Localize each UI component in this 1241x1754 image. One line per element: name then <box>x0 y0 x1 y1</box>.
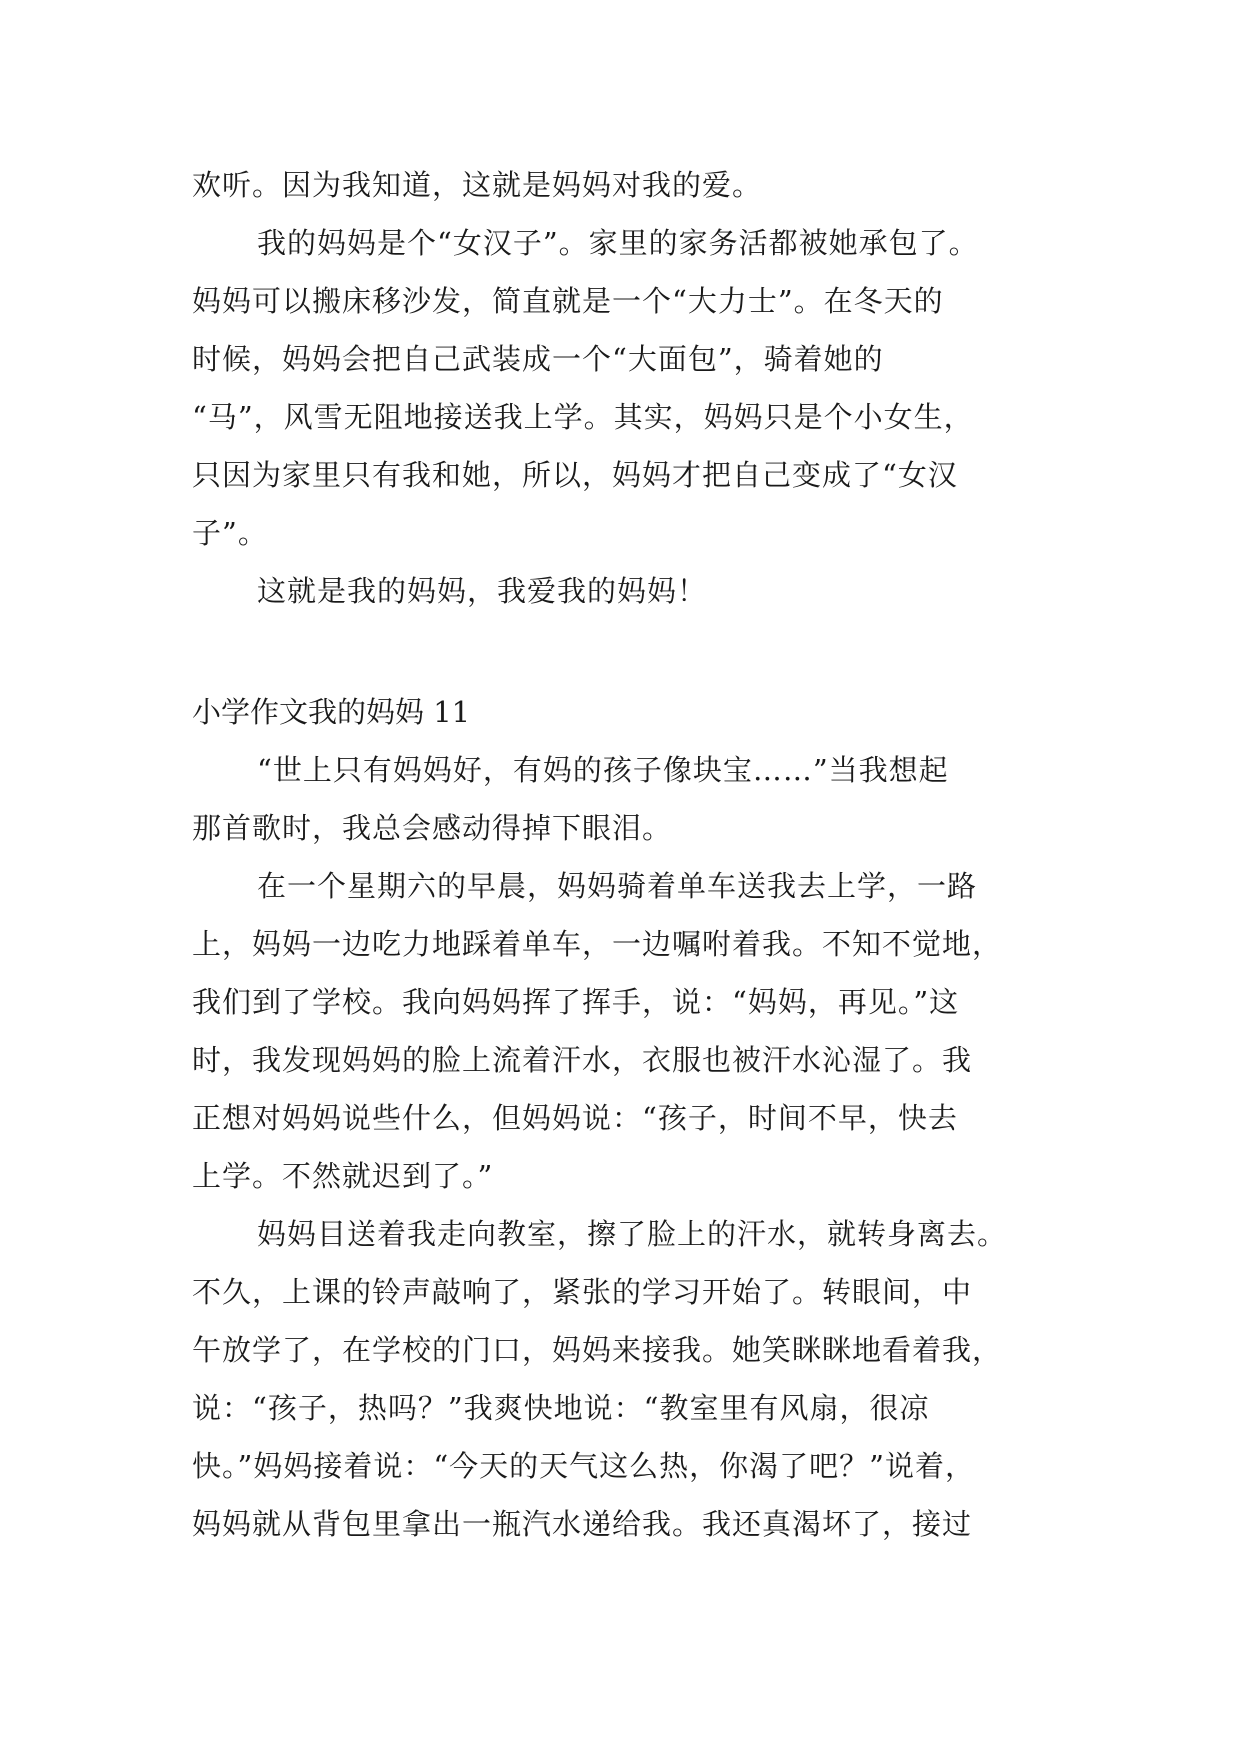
text-line: 妈妈可以搬床移沙发，简直就是一个“大力士”。在冬天的 <box>192 284 944 318</box>
document-page <box>192 156 1052 1553</box>
text-line: 不久，上课的铃声敲响了，紧张的学习开始了。转眼间，中 <box>192 1275 973 1309</box>
text-line: 这就是我的妈妈，我爱我的妈妈！ <box>257 574 708 608</box>
section-gap <box>192 620 1052 683</box>
text-line: 上学。不然就迟到了。” <box>192 1159 494 1193</box>
text-line: 时，我发现妈妈的脸上流着汗水，衣服也被汗水沁湿了。我 <box>192 1043 973 1077</box>
text-line: 说：“孩子，热吗？”我爽快地说：“教室里有风扇，很凉 <box>192 1391 930 1425</box>
paragraph <box>192 156 1052 214</box>
text-line: 我们到了学校。我向妈妈挥了挥手，说：“妈妈，再见。”这 <box>192 985 960 1019</box>
essay-title: 小学作文我的妈妈 11 <box>192 695 471 729</box>
text-line: 欢听。因为我知道，这就是妈妈对我的爱。 <box>192 168 763 202</box>
text-line: 妈妈就从背包里拿出一瓶汽水递给我。我还真渴坏了，接过 <box>192 1507 973 1541</box>
paragraph <box>192 214 1052 562</box>
text-line: 只因为家里只有我和她，所以，妈妈才把自己变成了“女汉 <box>192 458 958 492</box>
paragraph <box>192 857 1052 1205</box>
text-line: 那首歌时，我总会感动得掉下眼泪。 <box>192 811 673 845</box>
text-line: 快。”妈妈接着说：“今天的天气这么热，你渴了吧？”说着， <box>192 1449 975 1483</box>
text-line: “马”，风雪无阻地接送我上学。其实，妈妈只是个小女生， <box>192 400 974 434</box>
text-line: 子”。 <box>192 516 268 550</box>
text-line: 在一个星期六的早晨，妈妈骑着单车送我去上学，一路 <box>257 869 978 903</box>
text-line: “世上只有妈妈好，有妈的孩子像块宝……”当我想起 <box>257 753 949 787</box>
text-line: 上，妈妈一边吃力地踩着单车，一边嘱咐着我。不知不觉地， <box>192 927 1003 961</box>
text-line: 时候，妈妈会把自己武装成一个“大面包”，骑着她的 <box>192 342 884 376</box>
paragraph <box>192 562 1052 620</box>
text-line: 妈妈目送着我走向教室，擦了脸上的汗水，就转身离去。 <box>257 1217 1008 1251</box>
text-line: 正想对妈妈说些什么，但妈妈说：“孩子，时间不早，快去 <box>192 1101 958 1135</box>
text-line: 我的妈妈是个“女汉子”。家里的家务活都被她承包了。 <box>257 226 979 260</box>
text-line: 午放学了，在学校的门口，妈妈来接我。她笑眯眯地看着我， <box>192 1333 1003 1367</box>
paragraph <box>192 1205 1052 1553</box>
paragraph <box>192 741 1052 857</box>
